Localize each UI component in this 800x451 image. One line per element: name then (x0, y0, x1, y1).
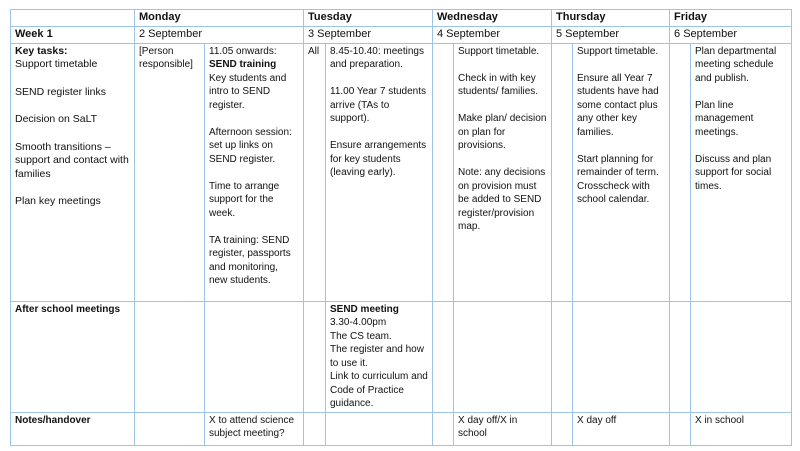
notes-cell (670, 412, 691, 445)
after-school-label: After school meetings (11, 301, 135, 412)
header-monday: Monday (135, 10, 304, 27)
after-school-cell (433, 301, 454, 412)
send-meeting-details: 3.30-4.00pm The CS team. The register and how to use it. Link to curriculum and Code of Practice guidance. (330, 317, 428, 409)
notes-monday: X to attend science subject meeting? (205, 412, 304, 445)
date-tuesday: 3 September (304, 27, 433, 44)
notes-thursday: X day off (573, 412, 670, 445)
header-wednesday: Wednesday (433, 10, 552, 27)
key-task-item: Decision on SaLT (15, 113, 98, 125)
after-school-row (11, 301, 792, 412)
date-wednesday: 4 September (433, 27, 552, 44)
date-row (11, 27, 792, 44)
header-thursday: Thursday (552, 10, 670, 27)
wednesday-person (433, 43, 454, 301)
friday-details: Plan departmental meeting schedule and publish. Plan line management meetings. Discuss and plan support for social times. (691, 43, 792, 301)
key-task-item: Plan key meetings (15, 195, 101, 207)
week-label: Week 1 (11, 27, 135, 44)
monday-person: [Person responsible] (135, 43, 205, 301)
monday-details-cell (205, 43, 304, 301)
key-tasks-title: Key tasks: (15, 44, 68, 57)
header-corner (11, 10, 135, 27)
header-friday: Friday (670, 10, 792, 27)
key-task-item: Support timetable (15, 58, 98, 70)
tuesday-details: 8.45-10.40: meetings and preparation. 11.00 Year 7 students arrive (TAs to support). Ensure arrangements for key students (leaving early). (326, 43, 433, 301)
tuesday-after-school-cell (326, 301, 433, 412)
date-friday: 6 September (670, 27, 792, 44)
after-school-cell (691, 301, 792, 412)
wednesday-details: Support timetable. Check in with key students/ families. Make plan/ decision on plan for provisions. Note: any decisions on provision must be added to SEND register/provision map. (454, 43, 552, 301)
header-row (11, 10, 792, 27)
friday-person (670, 43, 691, 301)
monday-time: 11.05 onwards: (209, 45, 277, 57)
notes-cell (326, 412, 433, 445)
tuesday-person: All (304, 43, 326, 301)
send-meeting-title: SEND meeting (330, 303, 399, 315)
date-monday: 2 September (135, 27, 304, 44)
key-task-item: SEND register links (15, 85, 107, 98)
after-school-cell (304, 301, 326, 412)
key-task-item: Smooth transitions – support and contact with families (15, 140, 129, 180)
date-thursday: 5 September (552, 27, 670, 44)
after-school-cell (552, 301, 573, 412)
thursday-person (552, 43, 573, 301)
after-school-cell (670, 301, 691, 412)
weekly-planner-table (10, 9, 792, 446)
header-tuesday: Tuesday (304, 10, 433, 27)
thursday-details: Support timetable. Ensure all Year 7 students have had some contact plus any other key families. Start planning for remainder of term. Crosscheck with school calendar. (573, 43, 670, 301)
monday-training-title: SEND training (209, 59, 277, 70)
notes-cell (433, 412, 454, 445)
monday-details: Key students and intro to SEND register. Afternoon session: set up links on SEND register. Time to arrange support for the week. TA training: SEND register, passports and monitoring, new students. (209, 72, 292, 286)
after-school-cell (205, 301, 304, 412)
after-school-cell (135, 301, 205, 412)
notes-row (11, 412, 792, 445)
notes-wednesday: X day off/X in school (454, 412, 552, 445)
key-tasks-cell (11, 43, 135, 301)
notes-label: Notes/handover (11, 412, 135, 445)
after-school-cell (454, 301, 552, 412)
notes-cell (552, 412, 573, 445)
notes-friday: X in school (691, 412, 792, 445)
notes-cell (135, 412, 205, 445)
key-tasks-row (11, 43, 792, 301)
notes-cell (304, 412, 326, 445)
after-school-cell (573, 301, 670, 412)
